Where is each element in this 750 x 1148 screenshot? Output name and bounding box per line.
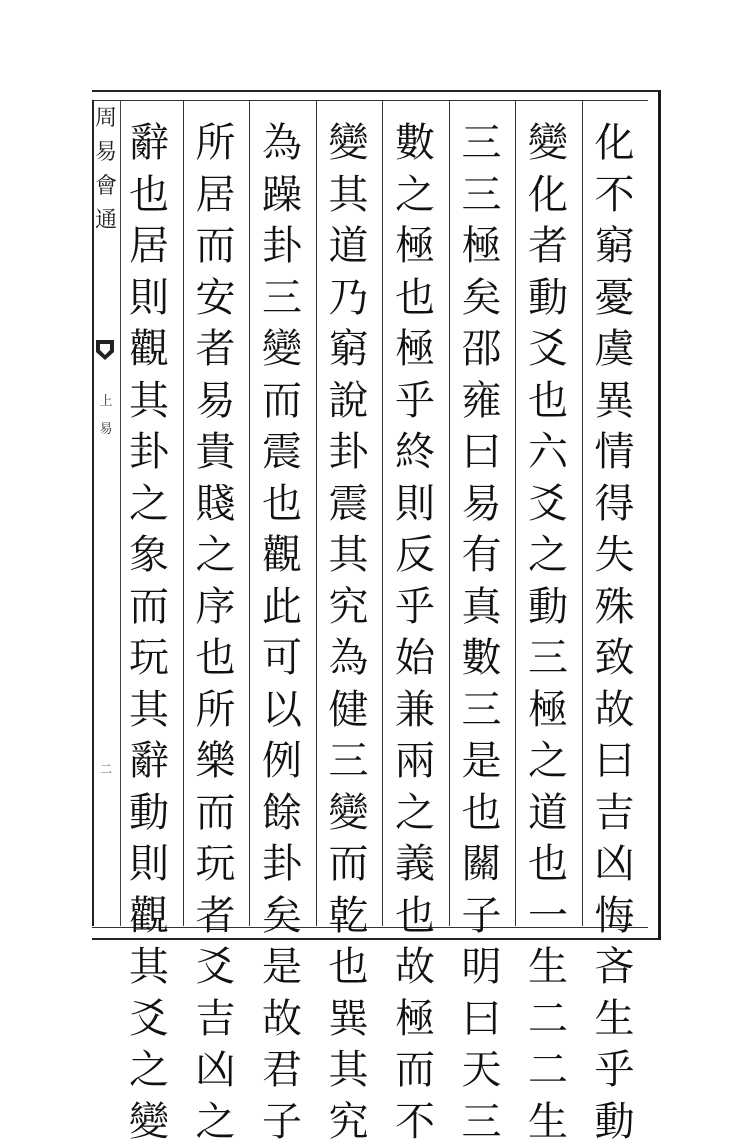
glyph: 化 [595, 118, 635, 170]
glyph: 之 [129, 1045, 169, 1097]
glyph: 乾 [329, 891, 369, 943]
glyph: 窮 [329, 324, 369, 376]
glyph: 卦 [262, 839, 302, 891]
glyph: 是 [462, 736, 502, 788]
glyph: 乎 [595, 1045, 635, 1097]
glyph: 兼 [395, 685, 435, 737]
glyph: 究 [329, 1097, 369, 1148]
glyph: 真 [462, 582, 502, 634]
glyph: 爻 [196, 942, 236, 994]
glyph: 三 [462, 1097, 502, 1148]
glyph: 三 [262, 273, 302, 325]
glyph: 三 [462, 170, 502, 222]
glyph: 爻 [528, 479, 568, 531]
glyph: 六 [528, 427, 568, 479]
text-column [518, 118, 578, 1148]
glyph: 其 [129, 376, 169, 428]
column-rule [249, 100, 250, 926]
text-column [385, 118, 445, 1148]
text-column [452, 118, 512, 1148]
text-column [186, 118, 246, 1148]
glyph: 始 [395, 633, 435, 685]
glyph: 卦 [129, 427, 169, 479]
glyph: 子 [462, 891, 502, 943]
column-rule [449, 100, 450, 926]
glyph: 則 [129, 839, 169, 891]
glyph: 者 [196, 324, 236, 376]
glyph: 邵 [462, 324, 502, 376]
glyph: 爻 [528, 324, 568, 376]
glyph: 也 [395, 891, 435, 943]
glyph: 凶 [196, 1045, 236, 1097]
glyph: 一 [528, 891, 568, 943]
glyph: 之 [528, 530, 568, 582]
glyph: 則 [395, 479, 435, 531]
glyph: 變 [528, 118, 568, 170]
glyph: 吉 [196, 994, 236, 1046]
column-rule [316, 100, 317, 926]
glyph: 者 [528, 221, 568, 273]
glyph: 之 [395, 170, 435, 222]
glyph: 觀 [129, 324, 169, 376]
glyph: 居 [196, 170, 236, 222]
glyph: 也 [528, 839, 568, 891]
glyph: 極 [395, 221, 435, 273]
glyph: 而 [262, 376, 302, 428]
glyph: 變 [262, 324, 302, 376]
text-column [585, 118, 645, 1148]
glyph: 天 [462, 1045, 502, 1097]
glyph: 曰 [462, 994, 502, 1046]
glyph: 巽 [329, 994, 369, 1046]
glyph: 雍 [462, 376, 502, 428]
glyph: 其 [329, 1045, 369, 1097]
glyph: 安 [196, 273, 236, 325]
glyph: 變 [329, 118, 369, 170]
glyph: 易 [196, 376, 236, 428]
glyph: 而 [196, 788, 236, 840]
spine-title-char: 會 [95, 172, 117, 202]
glyph: 卦 [329, 427, 369, 479]
glyph: 乃 [329, 273, 369, 325]
glyph: 躁 [262, 170, 302, 222]
glyph: 吝 [595, 942, 635, 994]
glyph: 曰 [462, 427, 502, 479]
glyph: 君 [262, 1045, 302, 1097]
glyph: 極 [395, 994, 435, 1046]
glyph: 餘 [262, 788, 302, 840]
glyph: 也 [262, 479, 302, 531]
spine-section-char: 易 [99, 416, 112, 444]
glyph: 而 [329, 839, 369, 891]
spine-title [96, 104, 116, 332]
glyph: 生 [528, 942, 568, 994]
glyph: 玩 [129, 633, 169, 685]
glyph: 則 [129, 273, 169, 325]
glyph: 易 [462, 479, 502, 531]
glyph: 之 [196, 530, 236, 582]
spine-section-char: 上 [99, 388, 112, 416]
text-column [319, 118, 379, 1148]
glyph: 究 [329, 582, 369, 634]
glyph: 故 [262, 994, 302, 1046]
glyph: 震 [329, 479, 369, 531]
glyph: 其 [129, 685, 169, 737]
glyph: 義 [395, 839, 435, 891]
glyph: 不 [395, 1097, 435, 1148]
glyph: 二 [528, 994, 568, 1046]
spine-title-char: 易 [95, 138, 117, 168]
glyph: 數 [395, 118, 435, 170]
glyph: 也 [528, 376, 568, 428]
glyph: 為 [262, 118, 302, 170]
glyph: 故 [395, 942, 435, 994]
spine-title-char: 通 [95, 206, 117, 236]
glyph: 乎 [395, 376, 435, 428]
glyph: 震 [262, 427, 302, 479]
glyph: 健 [329, 685, 369, 737]
glyph: 虞 [595, 324, 635, 376]
glyph: 極 [528, 685, 568, 737]
glyph: 辭 [129, 736, 169, 788]
glyph: 也 [462, 788, 502, 840]
glyph: 序 [196, 582, 236, 634]
glyph: 矣 [462, 273, 502, 325]
glyph: 變 [129, 1097, 169, 1148]
glyph: 三 [329, 736, 369, 788]
glyph: 所 [196, 118, 236, 170]
spine-title-char: 周 [95, 104, 117, 134]
glyph: 極 [395, 324, 435, 376]
glyph: 變 [329, 788, 369, 840]
glyph: 者 [196, 891, 236, 943]
glyph: 也 [329, 942, 369, 994]
glyph: 三 [528, 633, 568, 685]
glyph: 樂 [196, 736, 236, 788]
column-rule [582, 100, 583, 926]
glyph: 賤 [196, 479, 236, 531]
spine-section [97, 388, 115, 444]
glyph: 貴 [196, 427, 236, 479]
glyph: 有 [462, 530, 502, 582]
glyph: 之 [196, 1097, 236, 1148]
glyph: 得 [595, 479, 635, 531]
glyph: 之 [528, 736, 568, 788]
glyph: 此 [262, 582, 302, 634]
glyph: 道 [528, 788, 568, 840]
glyph: 窮 [595, 221, 635, 273]
glyph: 矣 [262, 891, 302, 943]
glyph: 爻 [129, 994, 169, 1046]
glyph: 動 [129, 788, 169, 840]
glyph: 生 [595, 994, 635, 1046]
glyph: 道 [329, 221, 369, 273]
glyph: 觀 [262, 530, 302, 582]
glyph: 生 [528, 1097, 568, 1148]
glyph: 例 [262, 736, 302, 788]
glyph: 之 [129, 479, 169, 531]
glyph: 象 [129, 530, 169, 582]
glyph: 以 [262, 685, 302, 737]
glyph: 終 [395, 427, 435, 479]
glyph: 也 [196, 633, 236, 685]
glyph: 二 [528, 1045, 568, 1097]
glyph: 失 [595, 530, 635, 582]
glyph: 而 [395, 1045, 435, 1097]
glyph: 其 [329, 170, 369, 222]
glyph: 不 [595, 170, 635, 222]
glyph: 三 [462, 118, 502, 170]
column-rule [515, 100, 516, 926]
glyph: 動 [528, 273, 568, 325]
glyph: 而 [196, 221, 236, 273]
glyph: 兩 [395, 736, 435, 788]
glyph: 吉 [595, 788, 635, 840]
glyph: 玩 [196, 839, 236, 891]
glyph: 居 [129, 221, 169, 273]
fishtail-mark-icon [94, 338, 116, 362]
text-column [119, 118, 179, 1148]
column-rule [382, 100, 383, 926]
glyph: 子 [262, 1097, 302, 1148]
glyph: 三 [462, 685, 502, 737]
glyph: 辭 [129, 118, 169, 170]
glyph: 數 [462, 633, 502, 685]
glyph: 是 [262, 942, 302, 994]
column-rule [183, 100, 184, 926]
glyph: 動 [595, 1097, 635, 1148]
glyph: 說 [329, 376, 369, 428]
glyph: 而 [129, 582, 169, 634]
glyph: 化 [528, 170, 568, 222]
text-column [252, 118, 312, 1148]
glyph: 動 [528, 582, 568, 634]
glyph: 致 [595, 633, 635, 685]
glyph: 乎 [395, 582, 435, 634]
glyph: 也 [395, 273, 435, 325]
glyph: 卦 [262, 221, 302, 273]
glyph: 異 [595, 376, 635, 428]
spine-page-number: 二 [97, 760, 115, 777]
glyph: 可 [262, 633, 302, 685]
glyph: 明 [462, 942, 502, 994]
glyph: 極 [462, 221, 502, 273]
glyph: 所 [196, 685, 236, 737]
glyph: 其 [329, 530, 369, 582]
glyph: 關 [462, 839, 502, 891]
glyph: 故 [595, 685, 635, 737]
glyph: 其 [129, 942, 169, 994]
glyph: 之 [395, 788, 435, 840]
glyph: 曰 [595, 736, 635, 788]
glyph: 情 [595, 427, 635, 479]
glyph: 悔 [595, 891, 635, 943]
glyph: 殊 [595, 582, 635, 634]
glyph: 也 [129, 170, 169, 222]
glyph: 為 [329, 633, 369, 685]
glyph: 凶 [595, 839, 635, 891]
glyph: 反 [395, 530, 435, 582]
glyph: 憂 [595, 273, 635, 325]
glyph: 觀 [129, 891, 169, 943]
